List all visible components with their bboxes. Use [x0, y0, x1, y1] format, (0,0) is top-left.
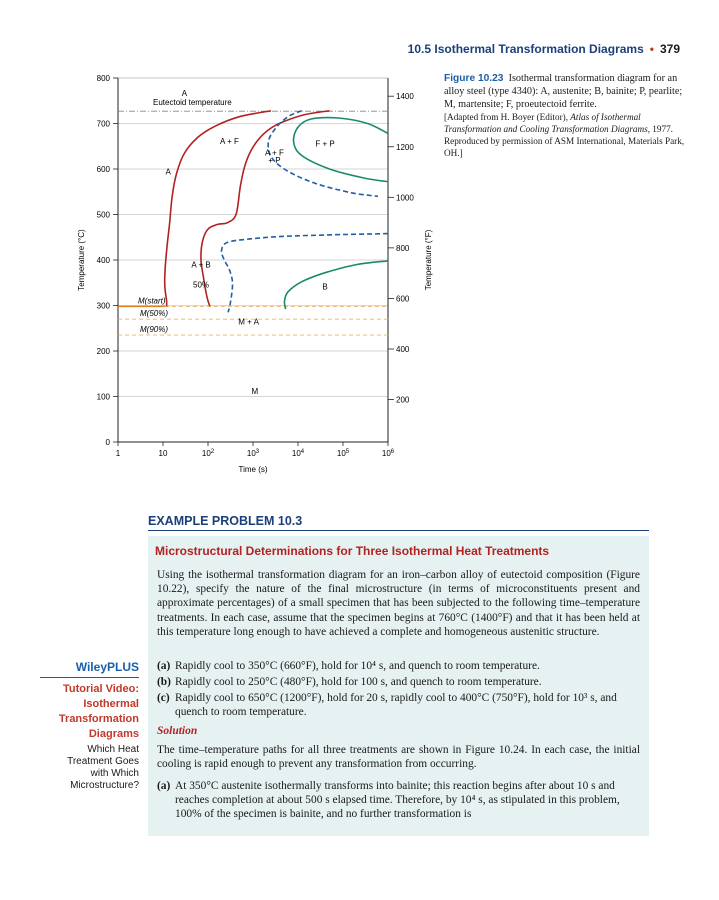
y-tick-label-f-600: 600	[396, 294, 410, 304]
m-label-1: M(50%)	[140, 309, 169, 319]
y-tick-label-c-200: 200	[96, 347, 110, 356]
region-label-9: M + A	[238, 317, 259, 327]
figure-caption-text: Isothermal transformation diagram for an alloy steel (type 4340): A, austenite; B, bainite; P, pearlite; M, martensite; F, proeutectoid ferrite.	[444, 73, 683, 110]
y-axis-label-right: Temperature (°F)	[424, 229, 433, 291]
y-tick-label-c-300: 300	[96, 301, 110, 311]
header-separator: •	[649, 42, 654, 56]
figure-number: Figure 10.23	[444, 73, 504, 84]
item-a: (a) Rapidly cool to 350°C (660°F), hold for 10⁴ s, and quench to room temperature.	[157, 660, 540, 672]
curve-finish-pearlite	[293, 118, 388, 182]
x-tick-label-100000: $10^5$	[336, 449, 350, 458]
example-rule	[148, 530, 649, 531]
chart-grid	[118, 124, 388, 397]
example-paragraph: Using the isothermal transformation diagram for an iron–carbon alloy of eutectoid composition (Figure 10.22), specify the nature of the final microstructure (in terms of microconstituents present and approximate percentages) of a small specimen that has been subjected to the following time–temperature treatments. In each case, assume that the specimen begins at 760°C (1400°F) and that it has been held at this temperature long enough to have achieved a complete and homogeneous austenitic structure.	[157, 569, 640, 638]
x-tick-label-10000: $10^4$	[291, 449, 305, 458]
y-axis-label-left: Temperature (°C)	[77, 229, 86, 291]
wileyplus-sidebar	[40, 660, 139, 792]
chart-ticks	[97, 74, 415, 458]
region-label-5: + P	[268, 156, 281, 166]
curve-start-upper	[165, 111, 271, 307]
y-tick-label-c-0: 0	[105, 438, 110, 447]
region-labels	[165, 89, 334, 396]
figure-caption	[444, 72, 689, 159]
y-tick-label-f-200: 200	[396, 395, 410, 405]
x-axis-label: Time (s)	[238, 465, 268, 474]
eutectoid-label: Eutectoid temperature	[153, 98, 232, 108]
x-tick-label-1: 1	[115, 449, 121, 458]
item-b: (b) Rapidly cool to 250°C (480°F), hold for 100 s, and quench to room temperature.	[157, 676, 542, 688]
x-tick-label-1000000: $10^6$	[381, 449, 395, 458]
y-tick-label-f-1400: 1400	[396, 92, 414, 102]
x-tick-label-10: 10	[158, 449, 168, 458]
region-label-3: F + P	[315, 139, 335, 149]
y-tick-label-c-400: 400	[96, 256, 110, 265]
tt-diagram-chart	[70, 66, 450, 476]
region-label-1: A	[165, 167, 171, 177]
region-label-10: M	[251, 387, 259, 397]
item-c: (c) Rapidly cool to 650°C (1200°F), hold for 20 s, rapidly cool to 400°C (750°F), hold for 10³ s, and quench to room temperature.	[157, 692, 617, 719]
region-label-0: A	[181, 89, 188, 99]
region-label-6: A + B	[191, 260, 211, 270]
x-tick-label-1000: $10^3$	[246, 449, 260, 458]
y-tick-label-c-700: 700	[96, 119, 110, 129]
solution-heading: Solution	[157, 725, 198, 737]
m-start-label: M(start)	[138, 296, 166, 306]
wileyplus-brand: WileyPLUS	[75, 660, 139, 674]
y-tick-label-c-100: 100	[96, 392, 110, 402]
curve-finish-bainite	[284, 261, 388, 309]
running-header	[300, 42, 680, 56]
tutorial-video-link[interactable]: Tutorial Video: Isothermal Transformation Diagrams	[58, 683, 139, 740]
m-label-2: M(90%)	[140, 325, 169, 335]
region-label-8: B	[322, 282, 328, 292]
sidebar-rule	[40, 677, 139, 678]
solution-item-a: (a) At 350°C austenite isothermally transforms into bainite; this reaction begins after about 10 s and reaches completion at about 500 s elapsed time. Therefore, by 10⁴ s, as stipulated in this problem, 100% of the specimen is bainite, and no further transformation is	[157, 780, 620, 821]
region-label-4: A + F	[265, 148, 284, 158]
example-heading: EXAMPLE PROBLEM 10.3	[148, 514, 303, 528]
y-tick-label-c-600: 600	[96, 165, 110, 174]
region-label-7: 50%	[193, 280, 210, 290]
y-tick-label-f-400: 400	[396, 344, 410, 354]
y-tick-label-f-800: 800	[396, 243, 410, 253]
example-title: Microstructural Determinations for Three Isothermal Heat Treatments	[155, 544, 550, 558]
y-tick-label-f-1200: 1200	[396, 142, 414, 152]
y-tick-label-c-800: 800	[96, 74, 110, 83]
region-label-2: A + F	[220, 136, 239, 146]
x-tick-label-100: $10^2$	[201, 449, 215, 458]
figure-source: [Adapted from H. Boyer (Editor), Atlas of Isothermal Transformation and Cooling Transformation Diagrams, 1977. Reproduced by permission of ASM International, Materials Park, OH.]	[444, 112, 685, 158]
tutorial-description: Which Heat Treatment Goes with Which Microstructure?	[67, 744, 139, 791]
martensite-lines	[118, 296, 388, 335]
curve-end-50-bainite	[221, 234, 388, 313]
y-tick-label-f-1000: 1000	[396, 193, 414, 203]
page-number: 379	[659, 42, 680, 56]
solution-paragraph: The time–temperature paths for all three treatments are shown in Figure 10.24. In each case, the initial cooling is rapid enough to prevent any transformation from occurring.	[157, 744, 640, 771]
header-title: 10.5 Isothermal Transformation Diagrams	[407, 42, 644, 56]
y-tick-label-c-500: 500	[96, 210, 110, 220]
